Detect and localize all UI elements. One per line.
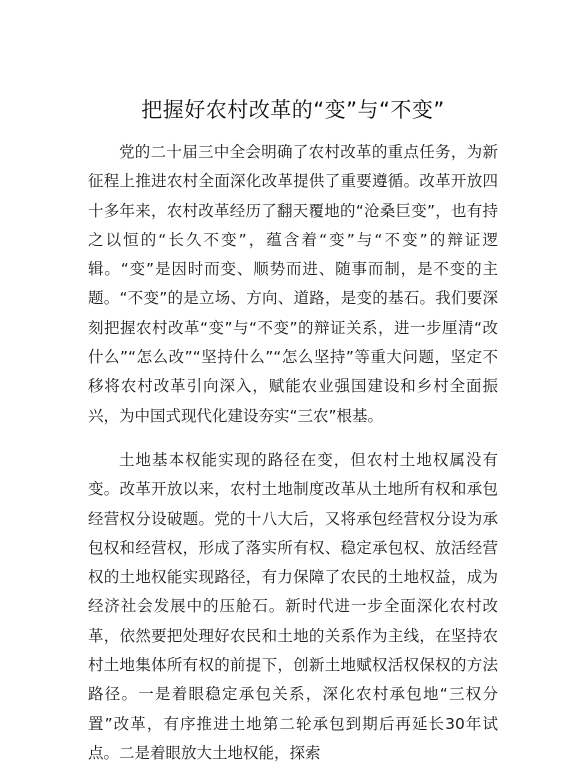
paragraph-1: 党的二十届三中全会明确了农村改革的重点任务，为新征程上推进农村全面深化改革提供了重要遵循。改革开放四十多年来，农村改革经历了翻天覆地的“沧桑巨变”，也有持之以恒的“长久不变”，蕴含着“变”与“不变”的辩证逻辑。“变”是因时而变、顺势而进、随事而制，是不变的主题。“不变”的是立场、方向、道路，是变的基石。我们要深刻把握农村改革“变”与“不变”的辩证关系，进一步厘清“改什么”“怎么改”“坚持什么”“怎么坚持”等重大问题，坚定不移将农村改革引向深入，赋能农业强国建设和乡村全面振兴，为中国式现代化建设夯实“三农”根基。 [88, 143, 498, 425]
paragraph-2: 土地基本权能实现的路径在变，但农村土地权属没有变。改革开放以来，农村土地制度改革从土地所有权和承包经营权分设破题。党的十八大后，又将承包经营权分设为承包权和经营权，形成了落实所有权、稳定承包权、放活经营权的土地权能实现路径，有力保障了农民的土地权益，成为经济社会发展中的压舱石。新时代进一步全面深化农村改革，依然要把处理好农民和土地的关系作为主线，在坚持农村土地集体所有权的前提下，创新土地赋权活权保权的方法路径。一是着眼稳定承包关系，深化农村承包地“三权分置”改革，有序推进土地第二轮承包到期后再延长30年试点。二是着眼放大土地权能，探索 [88, 450, 498, 762]
article [88, 96, 498, 783]
article-title: 把握好农村改革的“变”与“不变” [141, 98, 445, 122]
